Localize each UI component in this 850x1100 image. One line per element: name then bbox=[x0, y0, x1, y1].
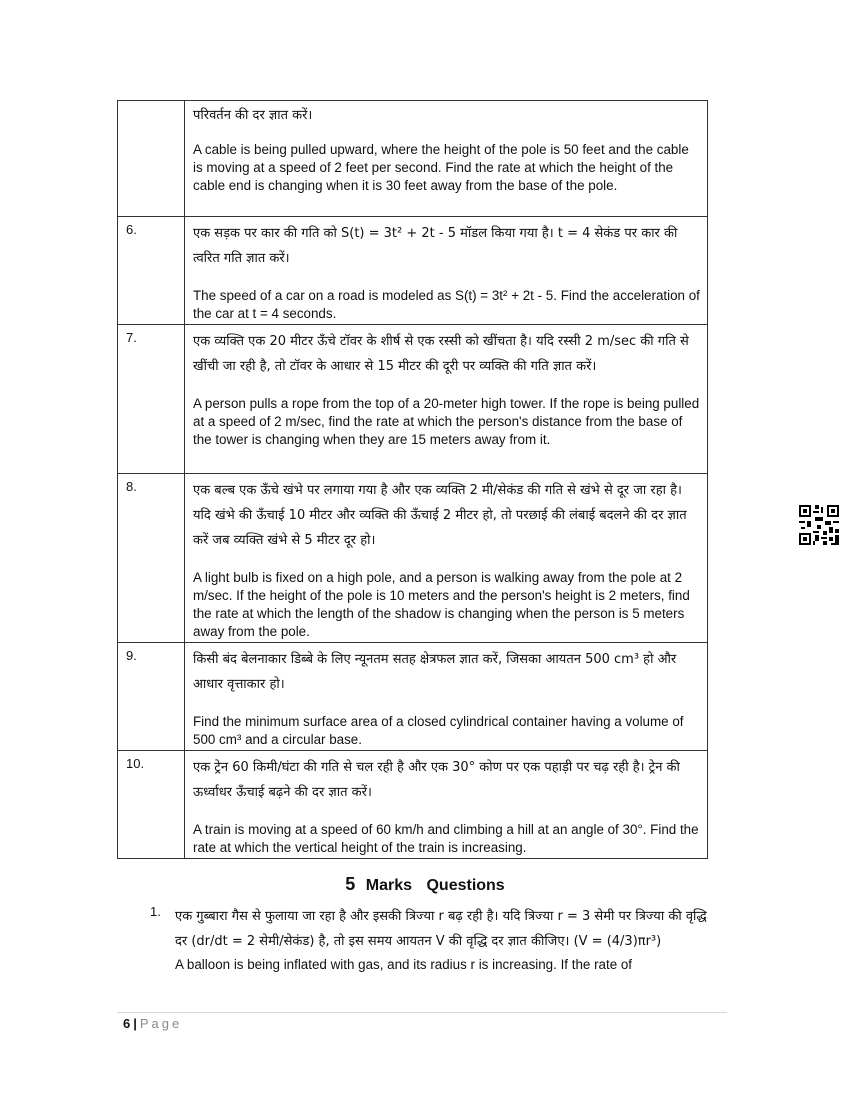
five-mark-question bbox=[150, 904, 720, 974]
question-cell bbox=[185, 751, 708, 859]
question-english: The speed of a car on a road is modeled as S(t) = 3t² + 2t - 5. Find the acceleration of the car at t = 4 seconds. bbox=[193, 288, 700, 321]
question-english: A balloon is being inflated with gas, and its radius r is increasing. If the rate of bbox=[175, 957, 633, 972]
footer-separator: | bbox=[133, 1016, 137, 1031]
question-english: A cable is being pulled upward, where the height of the pole is 50 feet and the cable is moving at a speed of 2 feet per second. Find the rate at which the height of the cable end is changing when it is 30 feet away from the base of the pole. bbox=[193, 142, 689, 193]
question-hindi: एक गुब्बारा गैस से फुलाया जा रहा है और इसकी त्रिज्या r बढ़ रही है। यदि त्रिज्या r = 3 सेमी पर त्रिज्या की वृद्धि दर (dr/dt = 2 सेमी/सेकंड) है, तो इस समय आयतन V की वृद्धि दर ज्ञात कीजिए। (V = (4/3)πr³) bbox=[175, 909, 707, 949]
question-cell bbox=[185, 643, 708, 751]
section-word-marks: Marks bbox=[365, 877, 413, 894]
question-number: 1. bbox=[150, 904, 161, 919]
question-number: 7. bbox=[118, 325, 185, 474]
footer-divider bbox=[117, 1012, 727, 1013]
question-cell bbox=[185, 474, 708, 643]
question-hindi: परिवर्तन की दर ज्ञात करें। bbox=[193, 108, 313, 123]
question-english: A person pulls a rope from the top of a 20-meter high tower. If the rope is being pulled at a speed of 2 m/sec, find the rate at which the person's distance from the base of the tower is changing when they are 15 meters away from it. bbox=[193, 396, 700, 447]
question-number: 10. bbox=[118, 751, 185, 859]
page-number: 6 bbox=[123, 1016, 131, 1031]
qr-code-icon[interactable] bbox=[799, 505, 839, 545]
table-row bbox=[118, 101, 708, 217]
table-row bbox=[118, 217, 708, 325]
table-row bbox=[118, 325, 708, 474]
page-footer bbox=[123, 1016, 182, 1031]
section-word-questions: Questions bbox=[426, 877, 505, 894]
question-number: 6. bbox=[118, 217, 185, 325]
question-english: A light bulb is fixed on a high pole, and a person is walking away from the pole at 2 m/sec. If the height of the pole is 10 meters and the person's height is 2 meters, find the rate at which the length of the shadow is changing when the person is 5 meters away from the pole. bbox=[193, 570, 690, 639]
table-row bbox=[118, 474, 708, 643]
question-number bbox=[118, 101, 185, 217]
question-english: A train is moving at a speed of 60 km/h and climbing a hill at an angle of 30°. Find the rate at which the vertical height of the train is increasing. bbox=[193, 822, 699, 855]
questions-table bbox=[117, 100, 708, 859]
table-row bbox=[118, 643, 708, 751]
question-body bbox=[175, 904, 720, 974]
question-hindi: एक सड़क पर कार की गति को S(t) = 3t² + 2t - 5 मॉडल किया गया है। t = 4 सेकंड पर कार की त्वरित गति ज्ञात करें। bbox=[193, 226, 678, 266]
question-cell bbox=[185, 217, 708, 325]
section-heading bbox=[0, 874, 850, 895]
question-cell bbox=[185, 325, 708, 474]
question-cell bbox=[185, 101, 708, 217]
question-english: Find the minimum surface area of a closed cylindrical container having a volume of 500 cm³ and a circular base. bbox=[193, 714, 684, 747]
question-hindi: एक बल्ब एक ऊँचे खंभे पर लगाया गया है और एक व्यक्ति 2 मी/सेकंड की गति से खंभे से दूर जा रहा है। यदि खंभे की ऊँचाई 10 मीटर और व्यक्ति की ऊँचाई 2 मीटर हो, तो परछाई की लंबाई बदलने की दर ज्ञात करें जब व्यक्ति खंभे से 5 मीटर दूर हो। bbox=[193, 483, 687, 548]
question-hindi: किसी बंद बेलनाकार डिब्बे के लिए न्यूनतम सतह क्षेत्रफल ज्ञात करें, जिसका आयतन 500 cm³ हो और आधार वृत्ताकार हो। bbox=[193, 652, 677, 692]
section-marks-number: 5 bbox=[345, 874, 356, 894]
page-label: Page bbox=[139, 1016, 183, 1031]
question-number: 9. bbox=[118, 643, 185, 751]
table-row bbox=[118, 751, 708, 859]
question-hindi: एक ट्रेन 60 किमी/घंटा की गति से चल रही है और एक 30° कोण पर एक पहाड़ी पर चढ़ रही है। ट्रेन की ऊर्ध्वाधर ऊँचाई बढ़ने की दर ज्ञात करें। bbox=[193, 760, 680, 800]
question-hindi: एक व्यक्ति एक 20 मीटर ऊँचे टॉवर के शीर्ष से एक रस्सी को खींचता है। यदि रस्सी 2 m/sec की गति से खींची जा रही है, तो टॉवर के आधार से 15 मीटर की दूरी पर व्यक्ति की गति ज्ञात करें। bbox=[193, 334, 689, 374]
question-number: 8. bbox=[118, 474, 185, 643]
